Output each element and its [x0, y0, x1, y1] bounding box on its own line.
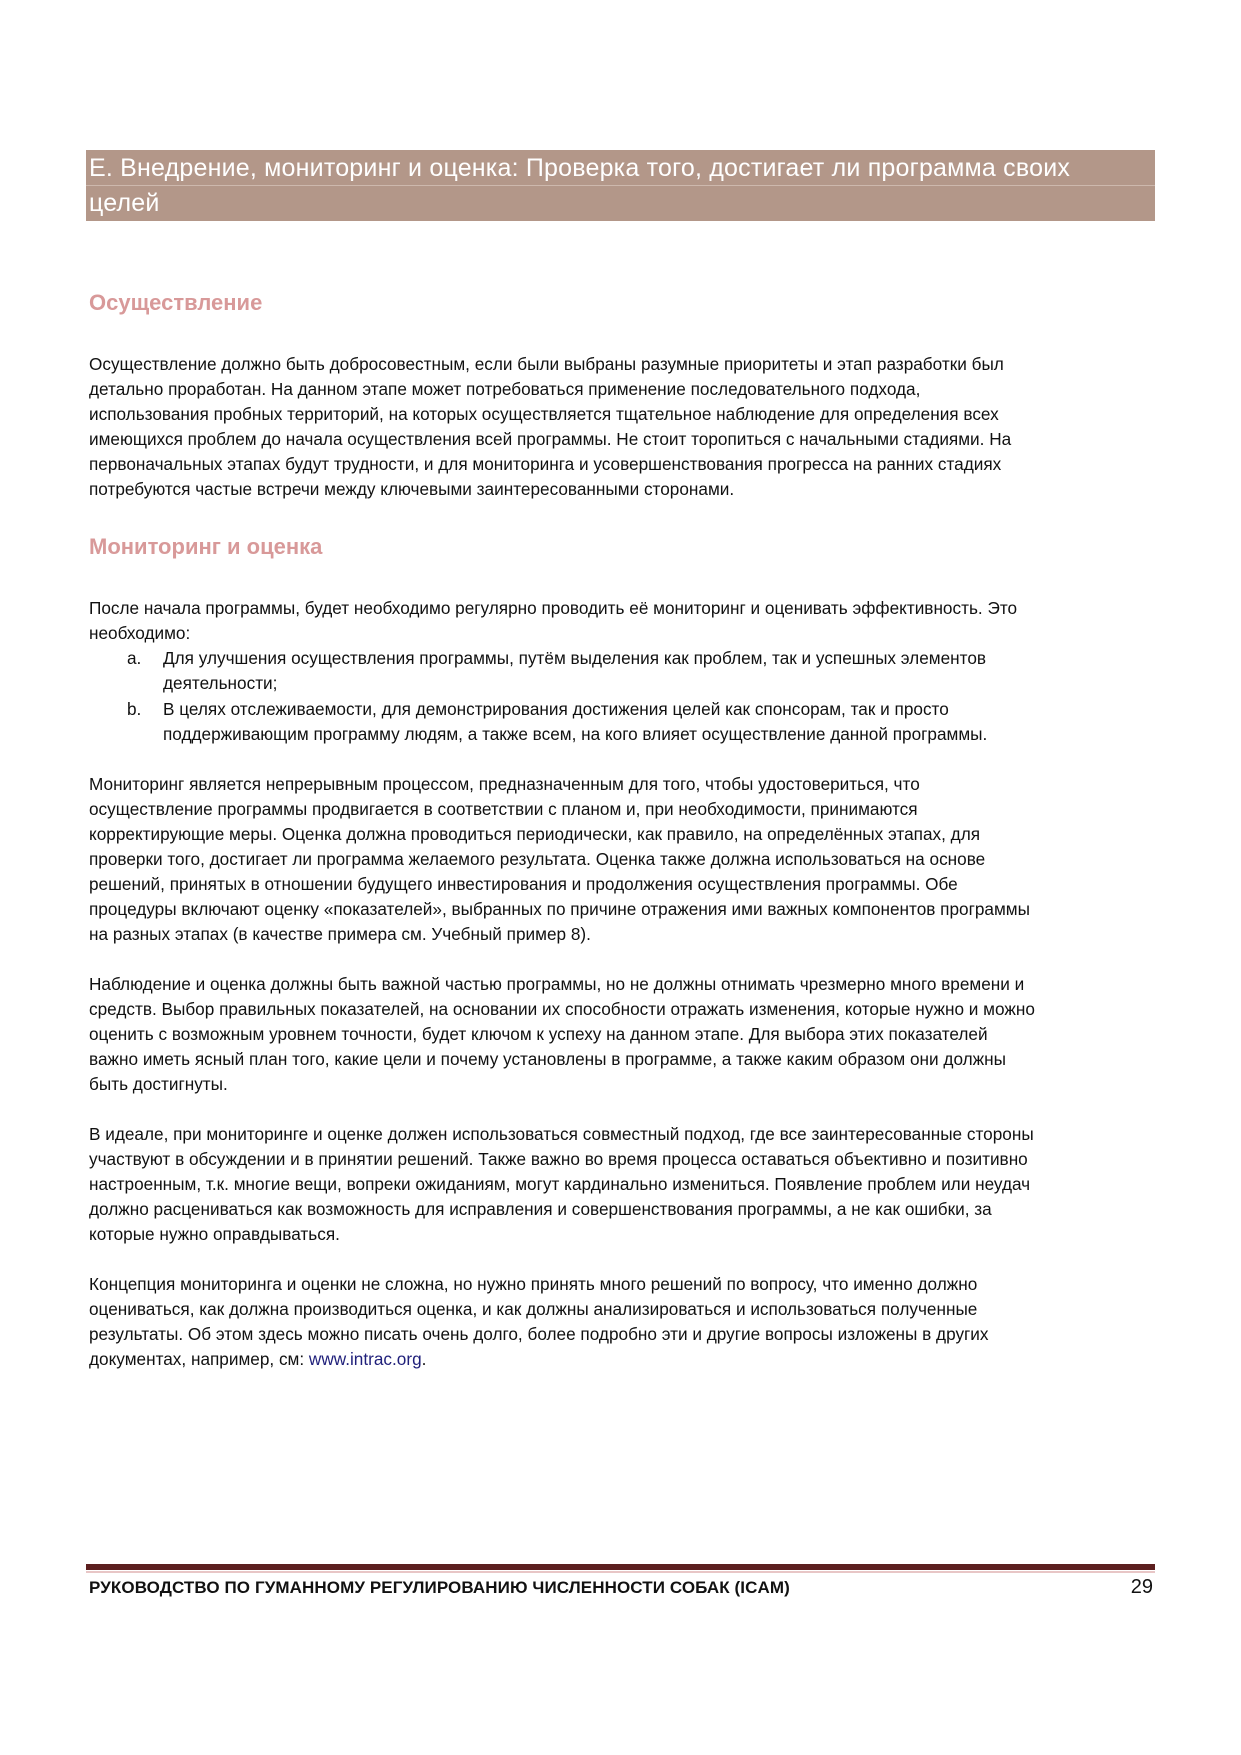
- chapter-title-line-2: целей: [89, 189, 160, 217]
- text-line: имеющихся проблем до начала осуществления всей программы. Не стоит торопиться с начальными стадиями. На: [89, 429, 1012, 449]
- text-line: процедуры включают оценку «показателей», выбранных по причине отражения ими важных компонентов программы: [89, 899, 1030, 919]
- list-marker: b.: [127, 699, 142, 719]
- list-item-line: В целях отслеживаемости, для демонстрирования достижения целей как спонсорам, так и просто: [163, 699, 949, 719]
- text-line: использования пробных территорий, на которых осуществляется тщательное наблюдение для определения всех: [89, 404, 999, 424]
- page-number: 29: [1130, 1576, 1153, 1598]
- text-line: Наблюдение и оценка должны быть важной частью программы, но не должны отнимать чрезмерно много времени и: [89, 974, 1025, 994]
- footer-document-title: РУКОВОДСТВО ПО ГУМАННОМУ РЕГУЛИРОВАНИЮ ЧИСЛЕННОСТИ СОБАК (ICAM): [89, 1578, 790, 1597]
- text-line: важно иметь ясный план того, какие цели и почему установлены в программе, а также каким образом они должны: [89, 1049, 1007, 1069]
- text-line: необходимо:: [89, 623, 191, 643]
- list-item-line: Для улучшения осуществления программы, путём выделения как проблем, так и успешных элементов: [163, 648, 987, 668]
- text-line-with-link: [89, 1347, 426, 1372]
- text-line: настроенным, т.к. многие вещи, вопреки ожиданиям, могут кардинально измениться. Появление проблем или неудач: [89, 1174, 1031, 1194]
- chapter-header-band: [86, 150, 1155, 221]
- text-line: проверки того, достигает ли программа желаемого результата. Оценка также должна использоваться на основе: [89, 849, 986, 869]
- text-line: потребуются частые встречи между ключевыми заинтересованными сторонами.: [89, 479, 735, 499]
- text-line: первоначальных этапах будут трудности, и для мониторинга и усовершенствования прогресса на ранних стадиях: [89, 454, 1002, 474]
- text-line: на разных этапах (в качестве примера см. Учебный пример 8).: [89, 924, 591, 944]
- text-line: средств. Выбор правильных показателей, на основании их способности отражать изменения, которые нужно и можно: [89, 999, 1035, 1019]
- text-line: В идеале, при мониторинге и оценке должен использоваться совместный подход, где все заинтересованные стороны: [89, 1124, 1034, 1144]
- footer-rule-thin: [86, 1571, 1155, 1573]
- text-line: быть достигнуты.: [89, 1074, 228, 1094]
- text-line: осуществление программы продвигается в соответствии с планом и, при необходимости, принимаются: [89, 799, 918, 819]
- text-line: участвуют в обсуждении и в принятии решений. Также важно во время процесса оставаться объективно и позитивно: [89, 1149, 1028, 1169]
- text-line: оценить с возможным уровнем точности, будет ключом к успеху на данном этапе. Для выбора этих показателей: [89, 1024, 988, 1044]
- chapter-title-line-1: E. Внедрение, мониторинг и оценка: Проверка того, достигает ли программа своих: [89, 154, 1071, 182]
- text-line: детально проработан. На данном этапе может потребоваться применение последовательного подхода,: [89, 379, 921, 399]
- text-line: После начала программы, будет необходимо регулярно проводить её мониторинг и оценивать эффективность. Это: [89, 598, 1018, 618]
- text-line: Концепция мониторинга и оценки не сложна, но нужно принять много решений по вопросу, что именно должно: [89, 1274, 978, 1294]
- text-line: должно расцениваться как возможность для исправления и совершенствования программы, а не как ошибки, за: [89, 1199, 992, 1219]
- list-item-line: поддерживающим программу людям, а также всем, на кого влияет осуществление данной программы.: [163, 724, 988, 744]
- intrac-link[interactable]: www.intrac.org: [308, 1349, 422, 1369]
- text-line: Мониторинг является непрерывным процессом, предназначенным для того, чтобы удостовериться, что: [89, 774, 920, 794]
- text-line: Осуществление должно быть добросовестным, если были выбраны разумные приоритеты и этап разработки был: [89, 354, 1004, 374]
- text-line: корректирующие меры. Оценка должна проводиться периодически, как правило, на определённых этапах, для: [89, 824, 981, 844]
- text-fragment: документах, например, см:: [89, 1349, 309, 1369]
- text-line: оцениваться, как должна производиться оценка, и как должны анализироваться и использоваться полученные: [89, 1299, 978, 1319]
- text-line: которые нужно оправдываться.: [89, 1224, 340, 1244]
- footer-rule-thick: [86, 1564, 1155, 1570]
- header-band-divider: [86, 185, 1155, 186]
- text-fragment: .: [421, 1349, 427, 1369]
- list-marker: a.: [127, 648, 142, 668]
- section-heading-monitoring: Мониторинг и оценка: [89, 534, 323, 559]
- section-heading-implementation: Осуществление: [89, 290, 263, 315]
- list-item-line: деятельности;: [163, 673, 278, 693]
- text-line: результаты. Об этом здесь можно писать очень долго, более подробно эти и другие вопросы изложены в других: [89, 1324, 989, 1344]
- text-line: решений, принятых в отношении будущего инвестирования и продолжения осуществления программы. Обе: [89, 874, 958, 894]
